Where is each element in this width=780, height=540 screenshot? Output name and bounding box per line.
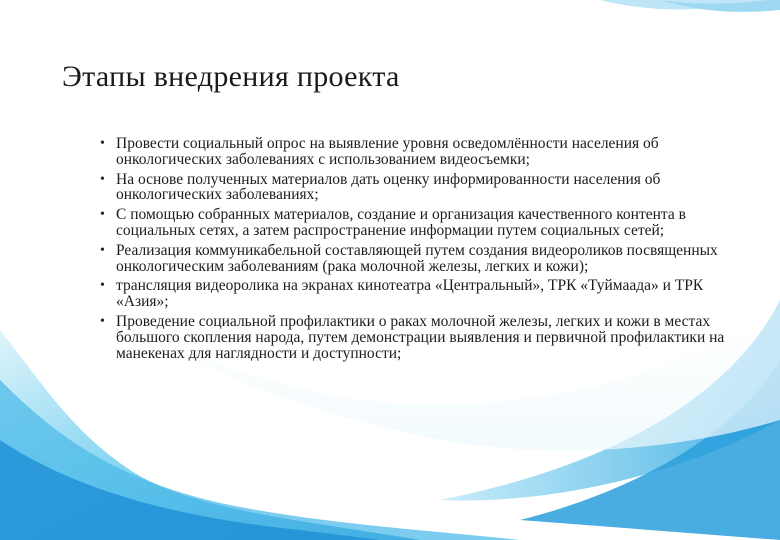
list-item <box>100 136 750 168</box>
list-item <box>100 207 750 239</box>
list-item-text: Проведение социальной профилактики о раках молочной железы, легких и кожи в местах большого скопления народа, путем демонстрации выявления и первичной профилактики на манекенах для наглядности и доступности; <box>116 312 725 362</box>
bullet-icon: • <box>100 171 105 187</box>
list-item-text: Реализация коммуникабельной составляющей путем создания видеороликов посвященных онкологическим заболеваниям (рака молочной железы, легких и кожи); <box>116 241 718 275</box>
bullet-icon: • <box>100 136 105 151</box>
bullet-icon: • <box>100 207 105 223</box>
list-item-text: С помощью собранных материалов, создание и организация качественного контента в социальных сетях, а затем распространение информации путем социальных сетей; <box>116 206 686 239</box>
bullet-icon: • <box>100 313 105 329</box>
list-item <box>100 314 750 361</box>
slide-title: Этапы внедрения проекта <box>62 60 400 93</box>
list-item <box>100 243 750 275</box>
list-item-text: На основе полученных материалов дать оценку информированности населения об онкологических заболеваниях; <box>116 170 661 204</box>
list-item <box>100 278 750 310</box>
list-item <box>100 172 750 204</box>
bullet-list <box>100 136 750 365</box>
list-item-text: трансляция видеоролика на экранах кинотеатра «Центральный», ТРК «Туймаада» и ТРК «Азия»; <box>116 277 704 311</box>
bullet-icon: • <box>100 278 105 294</box>
bullet-icon: • <box>100 242 105 258</box>
list-item-text: Провести социальный опрос на выявление уровня осведомлённости населения об онкологических заболеваниях с использованием видеосъемки; <box>116 135 659 168</box>
